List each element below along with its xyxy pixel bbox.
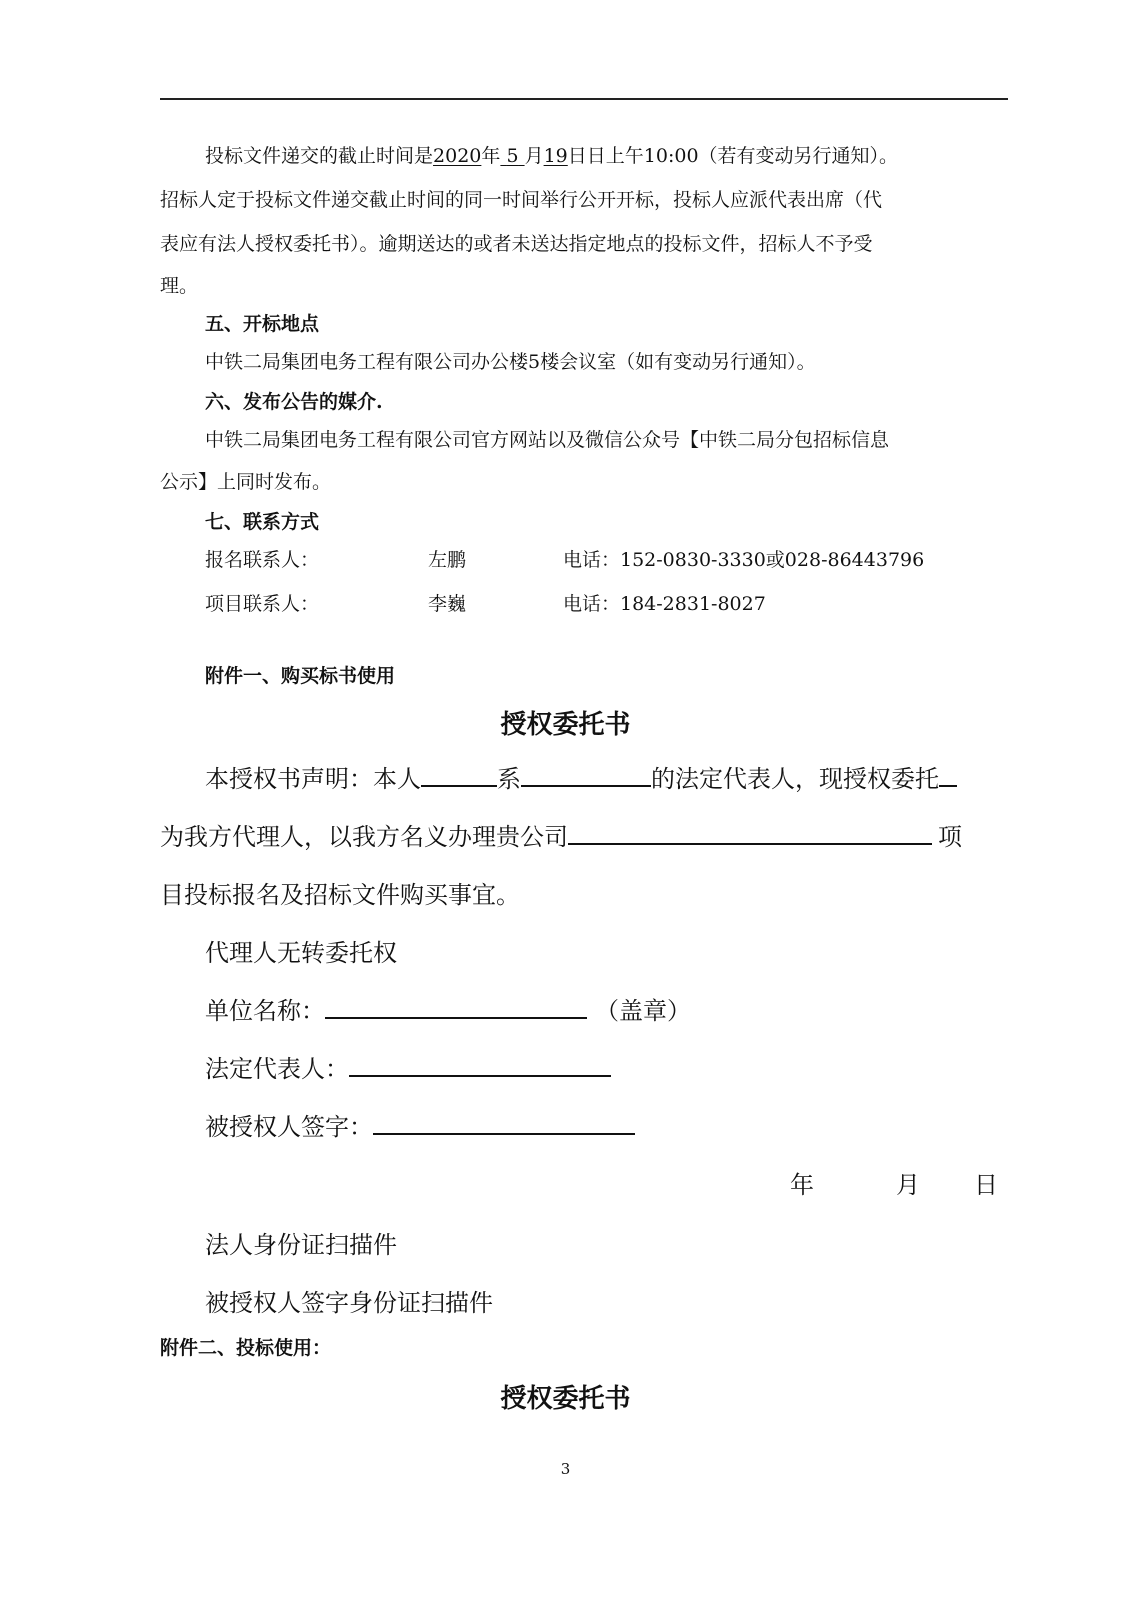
section5-heading: 五、开标地点	[205, 313, 320, 335]
id-scan-signee: 被授权人签字身份证扫描件	[205, 1289, 493, 1317]
section5-text: 中铁二局集团电务工程有限公司办公楼5楼会议室（如有变动另行通知）。	[205, 351, 816, 373]
section7-heading: 七、联系方式	[205, 511, 320, 533]
section6-line-2: 公示】上同时发布。	[160, 471, 332, 493]
deadline-line-4: 理。	[160, 275, 199, 297]
deadline-year-unit: 年	[481, 145, 501, 167]
date-day: 日	[974, 1171, 998, 1199]
contact-1-name: 左鹏	[428, 549, 467, 571]
principal-name-blank	[421, 784, 497, 787]
attachment1-title: 授权委托书	[500, 710, 631, 740]
deadline-year: 2020	[433, 145, 482, 167]
deadline-month-unit: 月	[524, 145, 544, 167]
signee-row	[205, 1112, 635, 1142]
deadline-line-2: 招标人定于投标文件递交截止时间的同一时间举行公开开标，投标人应派代表出席（代	[160, 189, 883, 211]
statement-line-3: 目投标报名及招标文件购买事宜。	[160, 881, 520, 909]
statement-part-a: 本授权书声明：本人	[205, 765, 421, 793]
unit-name-label: 单位名称：	[205, 997, 325, 1025]
statement-line2-part-a: 为我方代理人，以我方名义办理贵公司	[160, 823, 568, 851]
deadline-line-3: 表应有法人授权委托书）。逾期送达的或者未送达指定地点的投标文件，招标人不予受	[160, 233, 873, 255]
project-name-blank	[568, 842, 932, 845]
statement-line2-part-b: 项	[938, 823, 962, 851]
attachment1-heading: 附件一、购买标书使用	[205, 665, 396, 687]
id-scan-legal: 法人身份证扫描件	[205, 1231, 397, 1259]
no-delegate-text: 代理人无转委托权	[205, 939, 397, 967]
statement-line-1	[205, 764, 957, 794]
deadline-line-1	[205, 144, 898, 168]
date-month: 月	[896, 1171, 920, 1199]
page-number: 3	[560, 1460, 571, 1478]
section6-heading: 六、发布公告的媒介.	[205, 391, 383, 413]
statement-part-c: 的法定代表人，现授权委托	[651, 765, 939, 793]
deadline-suffix: 日日上午10:00（若有变动另行通知）。	[567, 145, 899, 167]
unit-name-row	[205, 996, 691, 1026]
statement-line-2	[160, 822, 962, 852]
unit-name-blank	[325, 1016, 587, 1019]
legal-rep-label: 法定代表人：	[205, 1055, 349, 1083]
agent-name-blank	[939, 784, 957, 787]
contact-2-name: 李巍	[428, 593, 467, 615]
contact-2-role: 项目联系人：	[205, 593, 320, 615]
legal-rep-blank	[349, 1074, 611, 1077]
company-name-blank	[521, 784, 651, 787]
signee-label: 被授权人签字：	[205, 1113, 373, 1141]
legal-rep-row	[205, 1054, 611, 1084]
seal-label: （盖章）	[595, 997, 691, 1025]
section6-line-1: 中铁二局集团电务工程有限公司官方网站以及微信公众号【中铁二局分包招标信息	[205, 429, 890, 451]
contact-1-role: 报名联系人：	[205, 549, 320, 571]
attachment2-title: 授权委托书	[500, 1384, 631, 1414]
header-rule	[160, 98, 1008, 100]
signee-blank	[373, 1132, 635, 1135]
date-year: 年	[790, 1171, 814, 1199]
deadline-prefix: 投标文件递交的截止时间是	[205, 145, 434, 167]
deadline-day: 19	[543, 145, 568, 167]
attachment2-heading: 附件二、投标使用：	[160, 1337, 332, 1359]
contact-2-phone: 电话：184-2831-8027	[563, 593, 766, 615]
deadline-month: 5	[506, 145, 519, 167]
statement-part-b: 系	[497, 765, 521, 793]
contact-1-phone: 电话：152-0830-3330或028-86443796	[563, 549, 925, 571]
